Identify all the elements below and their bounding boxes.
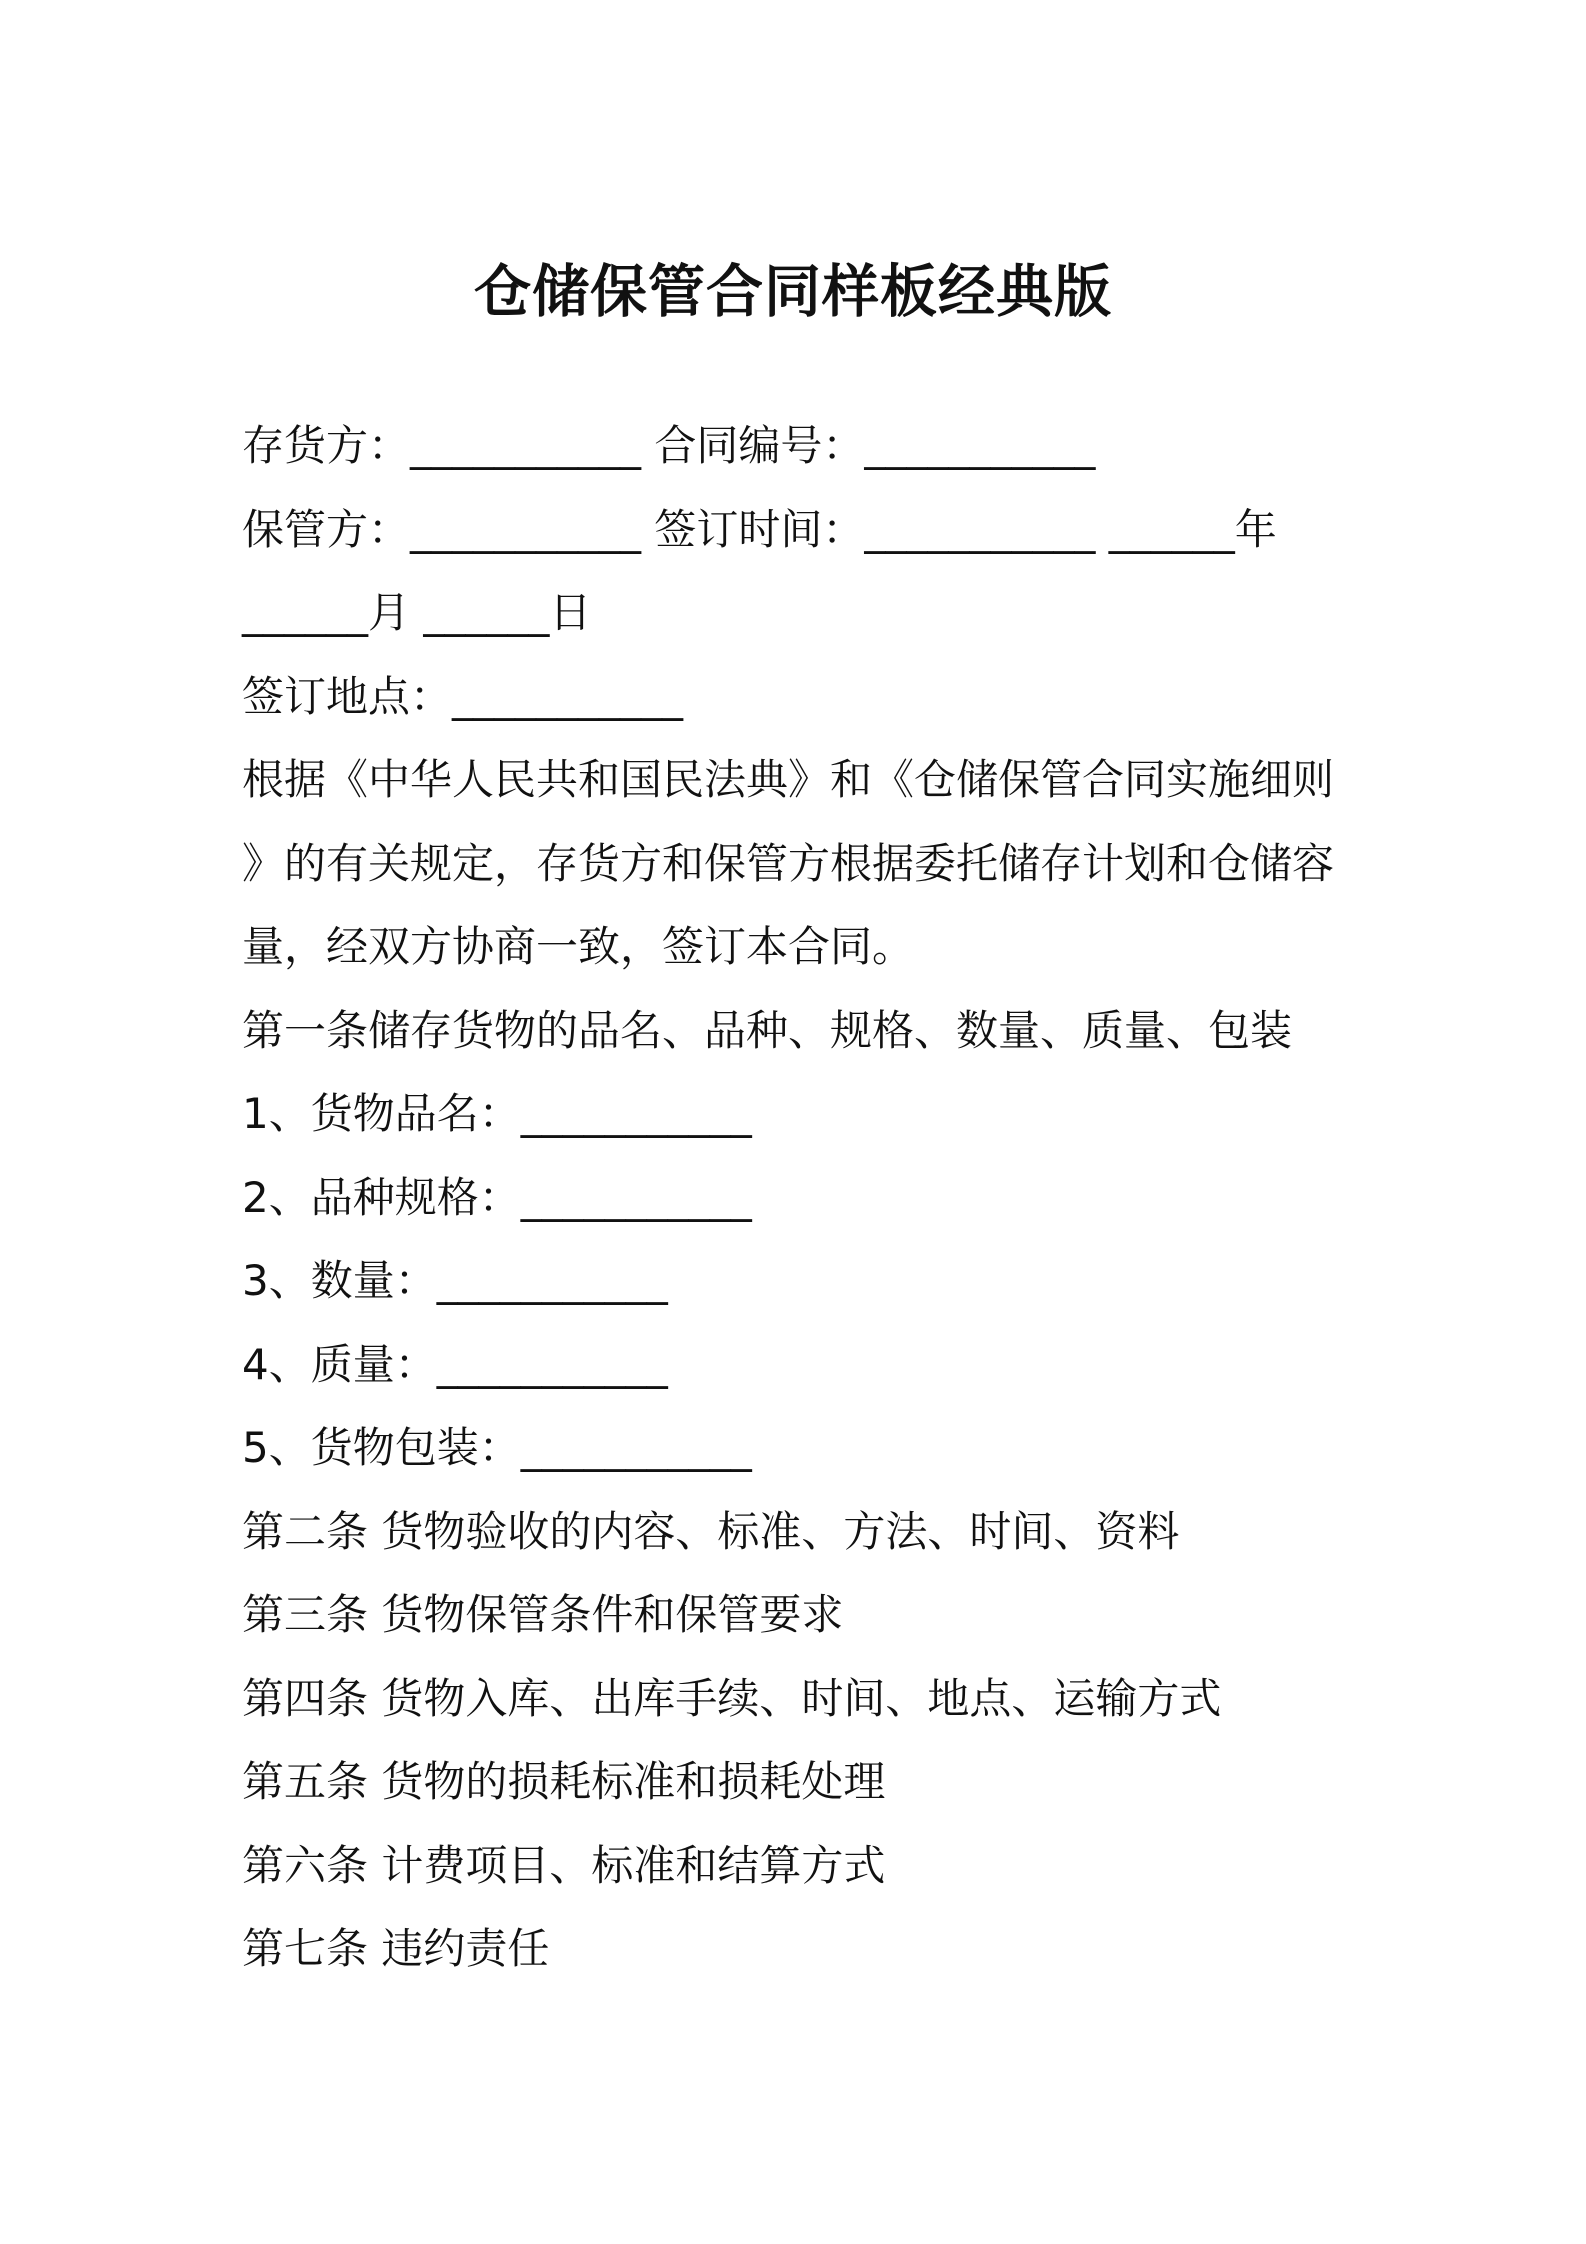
article-3-heading: 第三条 货物保管条件和保管要求 bbox=[242, 1590, 844, 1639]
document-title: 仓储保管合同样板经典版 bbox=[474, 259, 1112, 325]
article-5-heading: 第五条 货物的损耗标准和损耗处理 bbox=[242, 1757, 886, 1806]
preamble-line: 量，经双方协商一致，签订本合同。 bbox=[242, 922, 915, 971]
party-keeper-line: 保管方：___________ 签订时间：___________ ______年 bbox=[242, 504, 1277, 554]
preamble-line: 根据《中华人民共和国民法典》和《仓储保管合同实施细则 bbox=[242, 755, 1335, 804]
sign-date-line: ______月 ______日 bbox=[242, 588, 592, 637]
article-4-heading: 第四条 货物入库、出库手续、时间、地点、运输方式 bbox=[242, 1673, 1222, 1723]
article-7-heading: 第七条 违约责任 bbox=[242, 1924, 550, 1973]
preamble-line: 》的有关规定，存货方和保管方根据委托储存计划和仓储容 bbox=[242, 838, 1335, 888]
party-depositor-line: 存货方：___________ 合同编号：___________ bbox=[242, 421, 1096, 470]
article-1-item: 2、品种规格：___________ bbox=[242, 1172, 752, 1222]
article-1-item: 4、质量：___________ bbox=[242, 1339, 668, 1389]
article-6-heading: 第六条 计费项目、标准和结算方式 bbox=[242, 1840, 886, 1890]
article-1-item: 1、货物品名：___________ bbox=[242, 1089, 752, 1138]
sign-place-line: 签订地点：___________ bbox=[242, 671, 684, 721]
article-1-item: 3、数量：___________ bbox=[242, 1256, 668, 1305]
article-2-heading: 第二条 货物验收的内容、标准、方法、时间、资料 bbox=[242, 1506, 1180, 1556]
document-body bbox=[242, 404, 1362, 1991]
article-1-heading: 第一条储存货物的品名、品种、规格、数量、质量、包装 bbox=[242, 1005, 1293, 1055]
article-1-item: 5、货物包装：___________ bbox=[242, 1423, 752, 1472]
